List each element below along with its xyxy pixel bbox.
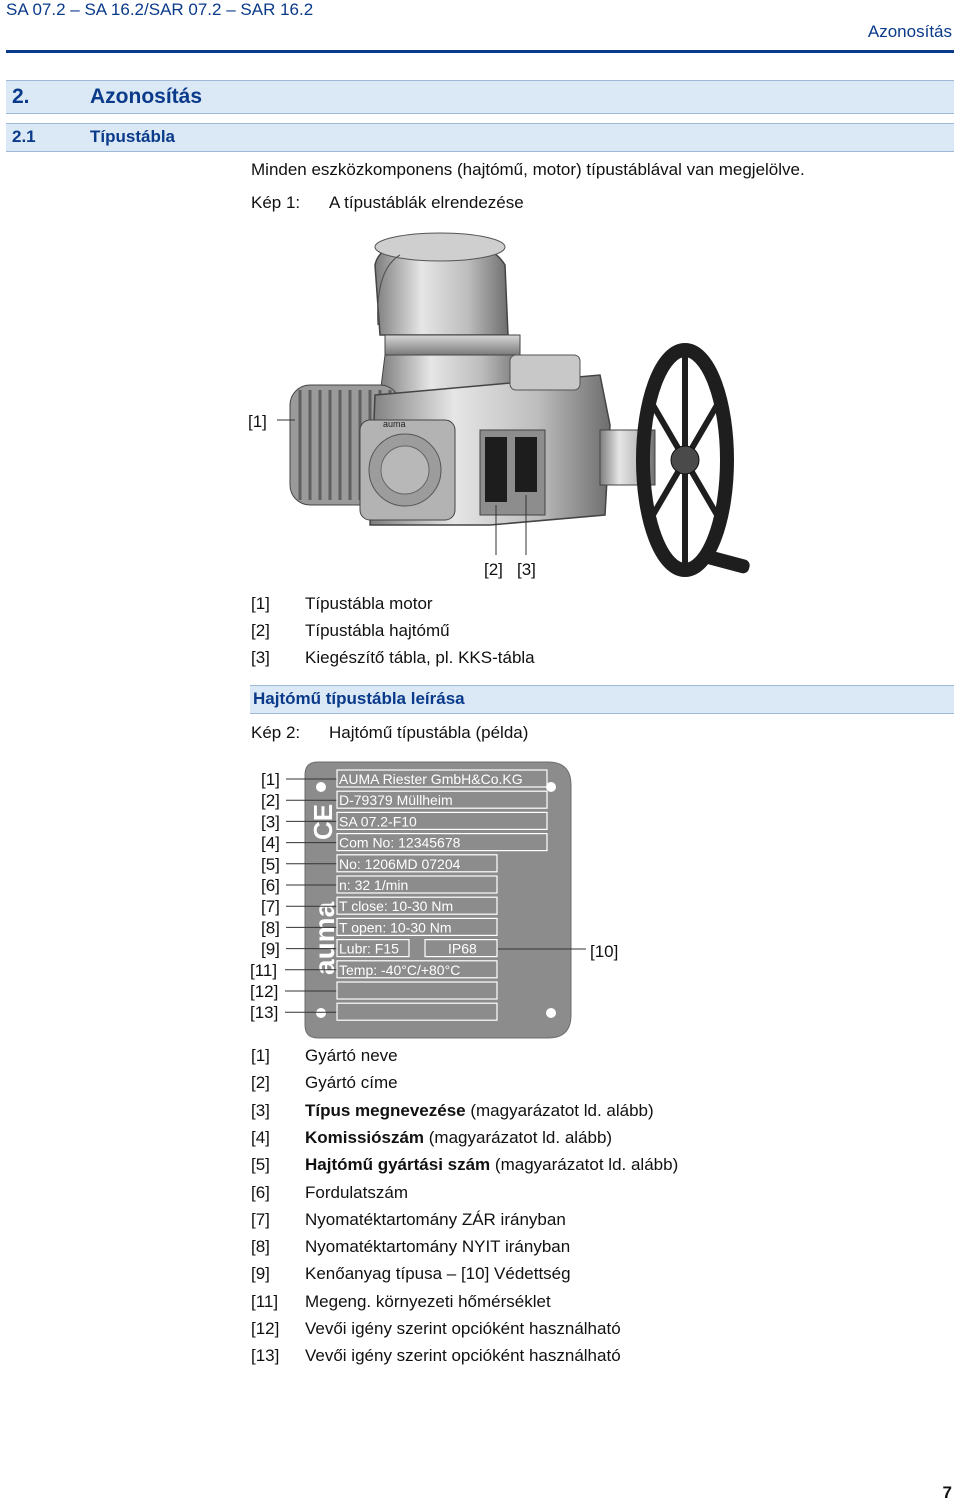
nameplate-field-text: D-79379 Müllheim [339,792,453,809]
subsection-number: 2.1 [12,127,36,146]
legend2-plain: Vevői igény szerint opcióként használható [305,1319,621,1338]
legend2-plain: (magyarázatot ld. alább) [465,1100,654,1120]
nameplate-field-text: T open: 10-30 Nm [339,919,452,936]
motor-badge: auma [383,419,406,429]
legend2-text [305,1101,654,1121]
kks-plate [515,437,537,492]
legend1-key: [3] [251,648,270,667]
auma-brand: auma [309,901,340,975]
legend2-key: [11] [251,1291,279,1311]
section-heading [6,80,954,114]
nameplate-row-key: [13] [250,1003,279,1023]
callout-10: [10] [590,942,619,961]
legend2-key: [2] [251,1073,270,1093]
handwheel [600,350,751,575]
nameplate-field-text: SA 07.2-F10 [339,813,417,830]
nameplate-row-key: [4] [261,833,280,853]
gearbox-nameplate [485,437,507,502]
nameplate-field-text: AUMA Riester GmbH&Co.KG [339,771,523,787]
nameplate-field-text: Temp: -40°C/+80°C [339,961,461,978]
nameplate-ip-text: IP68 [448,940,477,957]
legend2-key: [13] [251,1346,280,1366]
legend2-text [305,1073,398,1093]
legend2-key: [5] [251,1155,270,1175]
nameplate-row-key: [11] [250,960,278,980]
nameplate-field-text: No: 1206MD 07204 [339,855,461,872]
legend2-key: [6] [251,1182,270,1202]
legend2-key: [12] [251,1319,280,1338]
nameplate-row-key: [12] [250,982,279,1001]
nameplate-row-key: [6] [261,876,280,895]
nameplate-field-text: Lubr: F15 [339,940,399,957]
legend2-text [305,1128,612,1148]
legend1-text: Típustábla hajtómű [305,621,450,640]
legend2-key: [8] [251,1237,270,1257]
legend2-plain: Megeng. környezeti hőmérséklet [305,1291,551,1311]
legend2-plain: Fordulatszám [305,1182,408,1202]
nameplate-field-text: T close: 10-30 Nm [339,898,454,915]
ce-mark: CE [308,803,338,840]
nameplate-row-key: [7] [261,897,280,917]
legend1-key: [1] [251,594,270,613]
nameplate-field-text: n: 32 1/min [339,877,409,893]
actuator-illustration [240,225,800,595]
legend2-bold: Típus megnevezése [305,1100,466,1120]
section-title: Azonosítás [90,85,203,108]
nameplate-row-key: [9] [261,939,280,959]
header-document-title: SA 07.2 – SA 16.2/SAR 07.2 – SAR 16.2 [6,0,314,19]
legend2-text [305,1210,566,1230]
nameplate-row-key: [2] [261,791,280,811]
figure2-caption: Hajtómű típustábla (példa) [329,723,529,742]
legend2-text [305,1346,621,1366]
intro-paragraph: Minden eszközkomponens (hajtómű, motor) típustáblával van megjelölve. [251,160,805,179]
callout-2: [2] [484,560,503,579]
legend2-plain: Kenőanyag típusa – [10] Védettség [305,1264,571,1284]
legend2-plain: Gyártó neve [305,1046,398,1065]
legend2-plain: Nyomatéktartomány NYIT irányban [305,1237,571,1257]
legend2-bold: Hajtómű gyártási szám [305,1155,491,1175]
nameplate-subheading [250,685,954,714]
subsection-title: Típustábla [90,127,176,146]
nameplate-row-key: [3] [261,812,280,832]
nameplate-row-key: [5] [261,854,280,874]
nameplate-row-key: [8] [261,918,280,938]
rivet-top-left [316,782,326,792]
figure1-label: Kép 1: [251,193,301,212]
callout-1: [1] [248,412,267,431]
rivet-bottom-right [546,1008,556,1018]
legend2-plain: Gyártó címe [305,1073,398,1093]
legend2-key: [7] [251,1209,270,1229]
legend2-plain: Vevői igény szerint opcióként használható [305,1346,621,1366]
callout-3: [3] [517,560,536,579]
page-number: 7 [942,1483,952,1502]
rivet-bottom-left [316,1008,326,1018]
legend2-text [305,1292,551,1312]
legend2-plain: Nyomatéktartomány ZÁR irányban [305,1209,566,1229]
legend2-text [305,1264,571,1284]
header-section-name: Azonosítás [867,22,952,41]
legend1-key: [2] [251,621,270,640]
legend2-key: [3] [251,1100,270,1120]
motor-housing [375,233,525,395]
legend2-text [305,1155,678,1175]
section-number: 2. [12,85,30,108]
legend2-plain: (magyarázatot ld. alább) [490,1155,679,1175]
legend2-text [305,1237,570,1257]
figure2-label: Kép 2: [251,723,301,742]
nameplate-illustration [248,760,648,1045]
nameplate-field-text: Com No: 12345678 [339,834,461,851]
legend2-text [305,1183,408,1203]
legend2-text [305,1046,398,1066]
legend1-text: Kiegészítő tábla, pl. KKS-tábla [305,648,535,667]
legend2-key: [9] [251,1264,270,1284]
legend2-bold: Komissiószám [305,1127,425,1147]
legend2-key: [1] [251,1046,270,1065]
nameplate-row-key: [1] [261,770,280,789]
header-rule [6,50,954,53]
legend1-text: Típustábla motor [305,594,433,613]
subsection-heading [6,123,954,152]
figure1-caption: A típustáblák elrendezése [329,193,524,212]
legend2-text [305,1319,621,1339]
legend2-key: [4] [251,1127,270,1147]
legend2-plain: (magyarázatot ld. alább) [424,1127,613,1147]
nameplate-subheading-text: Hajtómű típustábla leírása [253,689,465,708]
